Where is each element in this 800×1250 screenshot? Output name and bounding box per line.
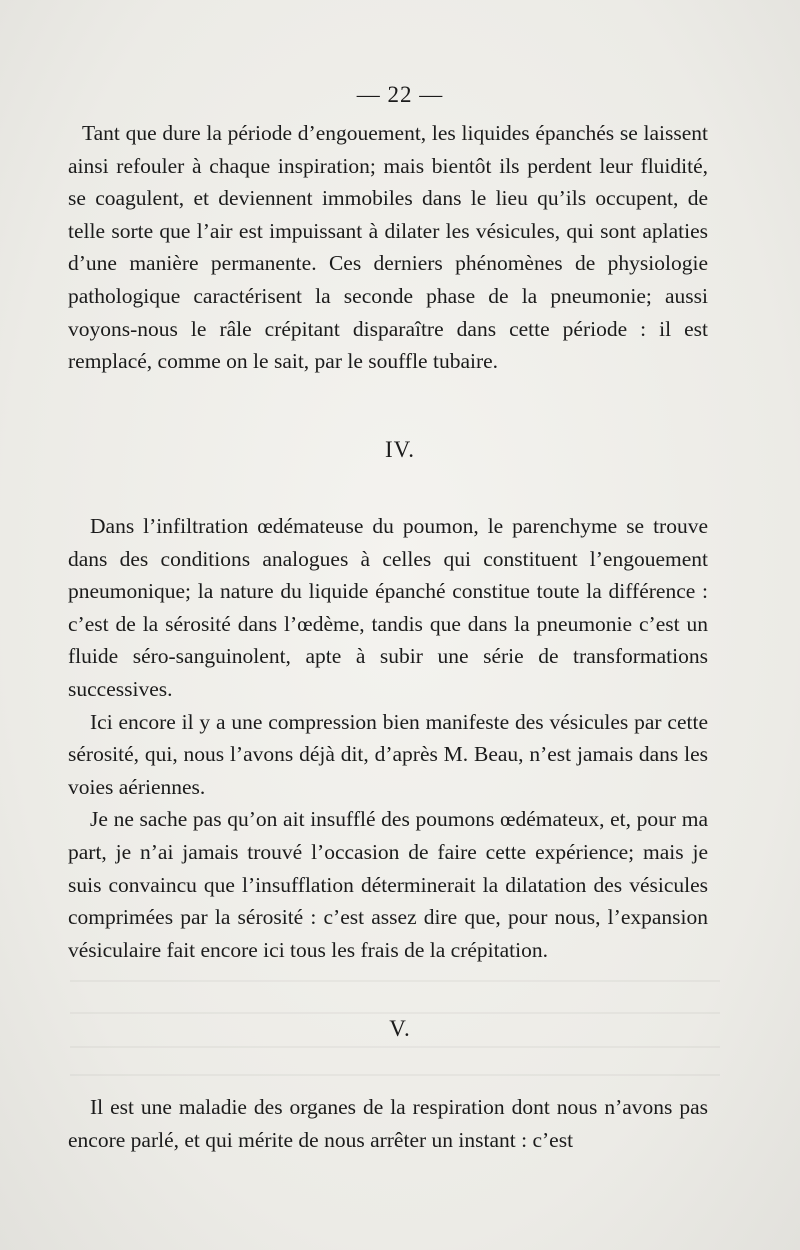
- bleed-through-line: [70, 1046, 720, 1048]
- section-iv-text: [68, 510, 708, 966]
- bleed-through-line: [70, 1074, 720, 1076]
- bleed-through-line: [70, 980, 720, 982]
- section-heading-v: V.: [389, 1016, 411, 1041]
- page-number: — 22 —: [356, 82, 444, 107]
- section-1-text: [68, 117, 708, 378]
- section-heading-iv: IV.: [384, 437, 416, 462]
- paragraph: Tant que dure la période d’engouement, les liquides épanchés se laissent ainsi refouler à chaque inspiration; mais bientôt ils perdent leur fluidité, se coagulent, et deviennent immobiles dans le lieu qu’ils occupent, de telle sorte que l’air est impuissant à dilater les vésicules, qui sont aplaties d’une manière permanente. Ces derniers phénomènes de physiologie pathologique caractérisent la seconde phase de la pneumonie; aussi voyons-nous le râle crépitant disparaître dans cette période : il est remplacé, comme on le sait, par le souffle tubaire.: [68, 121, 708, 374]
- paragraph: Je ne sache pas qu’on ait insufflé des poumons œdémateux, et, pour ma part, je n’ai jamais trouvé l’occasion de faire cette expérience; mais je suis convaincu que l’insufflation déterminerait la dilatation des vésicules comprimées par la sérosité : c’est assez dire que, pour nous, l’expansion vésiculaire fait encore ici tous les frais de la crépitation.: [68, 807, 708, 962]
- paragraph: Ici encore il y a une compression bien manifeste des vésicules par cette sérosité, qui, nous l’avons déjà dit, d’après M. Beau, n’est jamais dans les voies aériennes.: [68, 709, 708, 799]
- paragraph: Dans l’infiltration œdémateuse du poumon, le parenchyme se trouve dans des conditions analogues à celles qui constituent l’engouement pneumonique; la nature du liquide épanché constitue toute la différence : c’est de la sérosité dans l’œdème, tandis que dans la pneumonie c’est un fluide séro-sanguinolent, apte à subir une série de transformations successives.: [68, 514, 708, 701]
- section-v-text: [68, 1091, 708, 1156]
- bleed-through-line: [70, 1012, 720, 1014]
- paragraph: Il est une maladie des organes de la respiration dont nous n’avons pas encore parlé, et qui mérite de nous arrêter un instant : c’est: [68, 1095, 708, 1152]
